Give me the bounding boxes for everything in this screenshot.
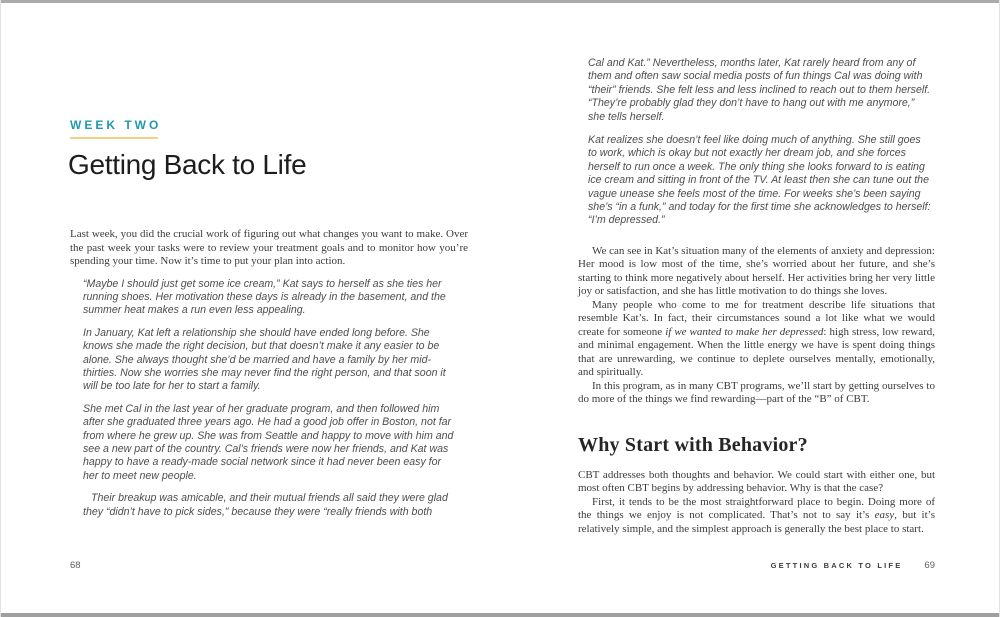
section-heading: Why Start with Behavior?	[578, 433, 808, 456]
narrative-paragraph: In January, Kat left a relationship she should have ended long before. She knows she made the right decision, but that doesn’t make it any easier to be alone. She always thought she’d be married and have a family by her mid-thirties. Now she worries she may never find the right person, and that soon it will be too late for her to start a family.	[83, 326, 446, 393]
page-edge-top	[0, 0, 1000, 3]
emphasized-text: easy	[874, 509, 895, 522]
narrative-paragraph: “Maybe I should just get some ice cream,” Kat says to herself as she ties her running shoes. Her motivation these days is already in the basement, and the summer heat makes a run even less appealing.	[83, 277, 446, 317]
intro-paragraph: Last week, you did the crucial work of figuring out what changes you want to make. Over the past week your tasks were to review your treatment goals and to monitor how you’re spending your time. Now it’s time to put your plan into action.	[70, 228, 468, 267]
chapter-title: Getting Back to Life	[68, 149, 307, 180]
body-text-segment: Many people who come to me for treatment describe life situations that resemble Kat’s. In fact, their circumstances sound a lot like what we would create for someone	[578, 298, 935, 338]
footer-right	[771, 560, 935, 571]
section-body-block	[578, 469, 935, 537]
body-paragraph: We can see in Kat’s situation many of the elements of anxiety and depression: Her mood is low most of the time, she’s worried about her future, and she’s starting to think more negatively about herself. Her activities bring her very little joy or satisfaction, and she has little motivation to do things she loves.	[578, 244, 935, 298]
week-kicker: WEEK TWO	[70, 118, 162, 132]
body-paragraph	[578, 496, 935, 537]
narrative-paragraph: She met Cal in the last year of her graduate program, and then followed him after she graduated three years ago. He had a good job offer in Boston, not far from where he grew up. She was from Seattle and happy to move with him and see a new part of the country. Cal’s friends were now her friends, and Kat was happy to have a ready-made social network since it had never been easy for her to meet new people.	[83, 402, 454, 482]
narrative-paragraph: Their breakup was amicable, and their mutual friends all said they were glad they “didn’t have to pick sides,” because they were “really friends with both	[83, 492, 448, 518]
right-page	[578, 57, 935, 536]
body-text-segment: , but it’s relatively simple, and the simplest approach is generally the best place to start.	[578, 509, 935, 535]
running-title: GETTING BACK TO LIFE	[770, 561, 903, 570]
page-number-left: 68	[70, 560, 81, 571]
narrative-paragraph: Cal and Kat.” Nevertheless, months later, Kat rarely heard from any of them and often saw social media posts of fun things Cal was doing with “their” friends. She felt less and less inclined to reach out to them herself. “They’re probably glad they don’t have to hang out with me anymore,” she tells herself.	[588, 57, 931, 123]
narrative-paragraph: Kat realizes she doesn’t feel like doing much of anything. She still goes to work, which is okay but not exactly her dream job, and she forces herself to run once a week. The only thing she looks forward to is eating ice cream and sitting in front of the TV. At least then she can tune out the vague unease she feels most of the time. For weeks she’s been saying she’s “in a funk,” and today for the first time she acknowledges to herself: “I’m depressed.”	[588, 134, 931, 227]
emphasized-text: if we wanted to make her depressed	[665, 325, 824, 338]
body-paragraph: CBT addresses both thoughts and behavior. We could start with either one, but most often CBT begins by addressing behavior. Why is that the case?	[578, 468, 935, 495]
page-edge-bottom	[0, 613, 1000, 617]
body-paragraph: In this program, as in many CBT programs, we’ll start by getting ourselves to do more of the things we find rewarding—part of the “B” of CBT.	[578, 379, 935, 406]
body-text-block	[578, 245, 935, 407]
body-paragraph	[578, 299, 935, 380]
left-page	[70, 118, 468, 519]
page-number-right: 69	[924, 560, 935, 571]
body-text-segment: First, it tends to be the most straightforward place to begin. Doing more of the things we enjoy is not complicated. That’s not to say it’s	[578, 495, 935, 522]
kicker-underline	[70, 137, 158, 139]
page-edge-left	[0, 0, 1, 617]
body-text-segment: : high stress, low reward, and minimal engagement. When the little energy we have is spent doing things that are unrewarding, we continue to deplete ourselves mentally, emotionally, and spiritually.	[578, 325, 935, 379]
